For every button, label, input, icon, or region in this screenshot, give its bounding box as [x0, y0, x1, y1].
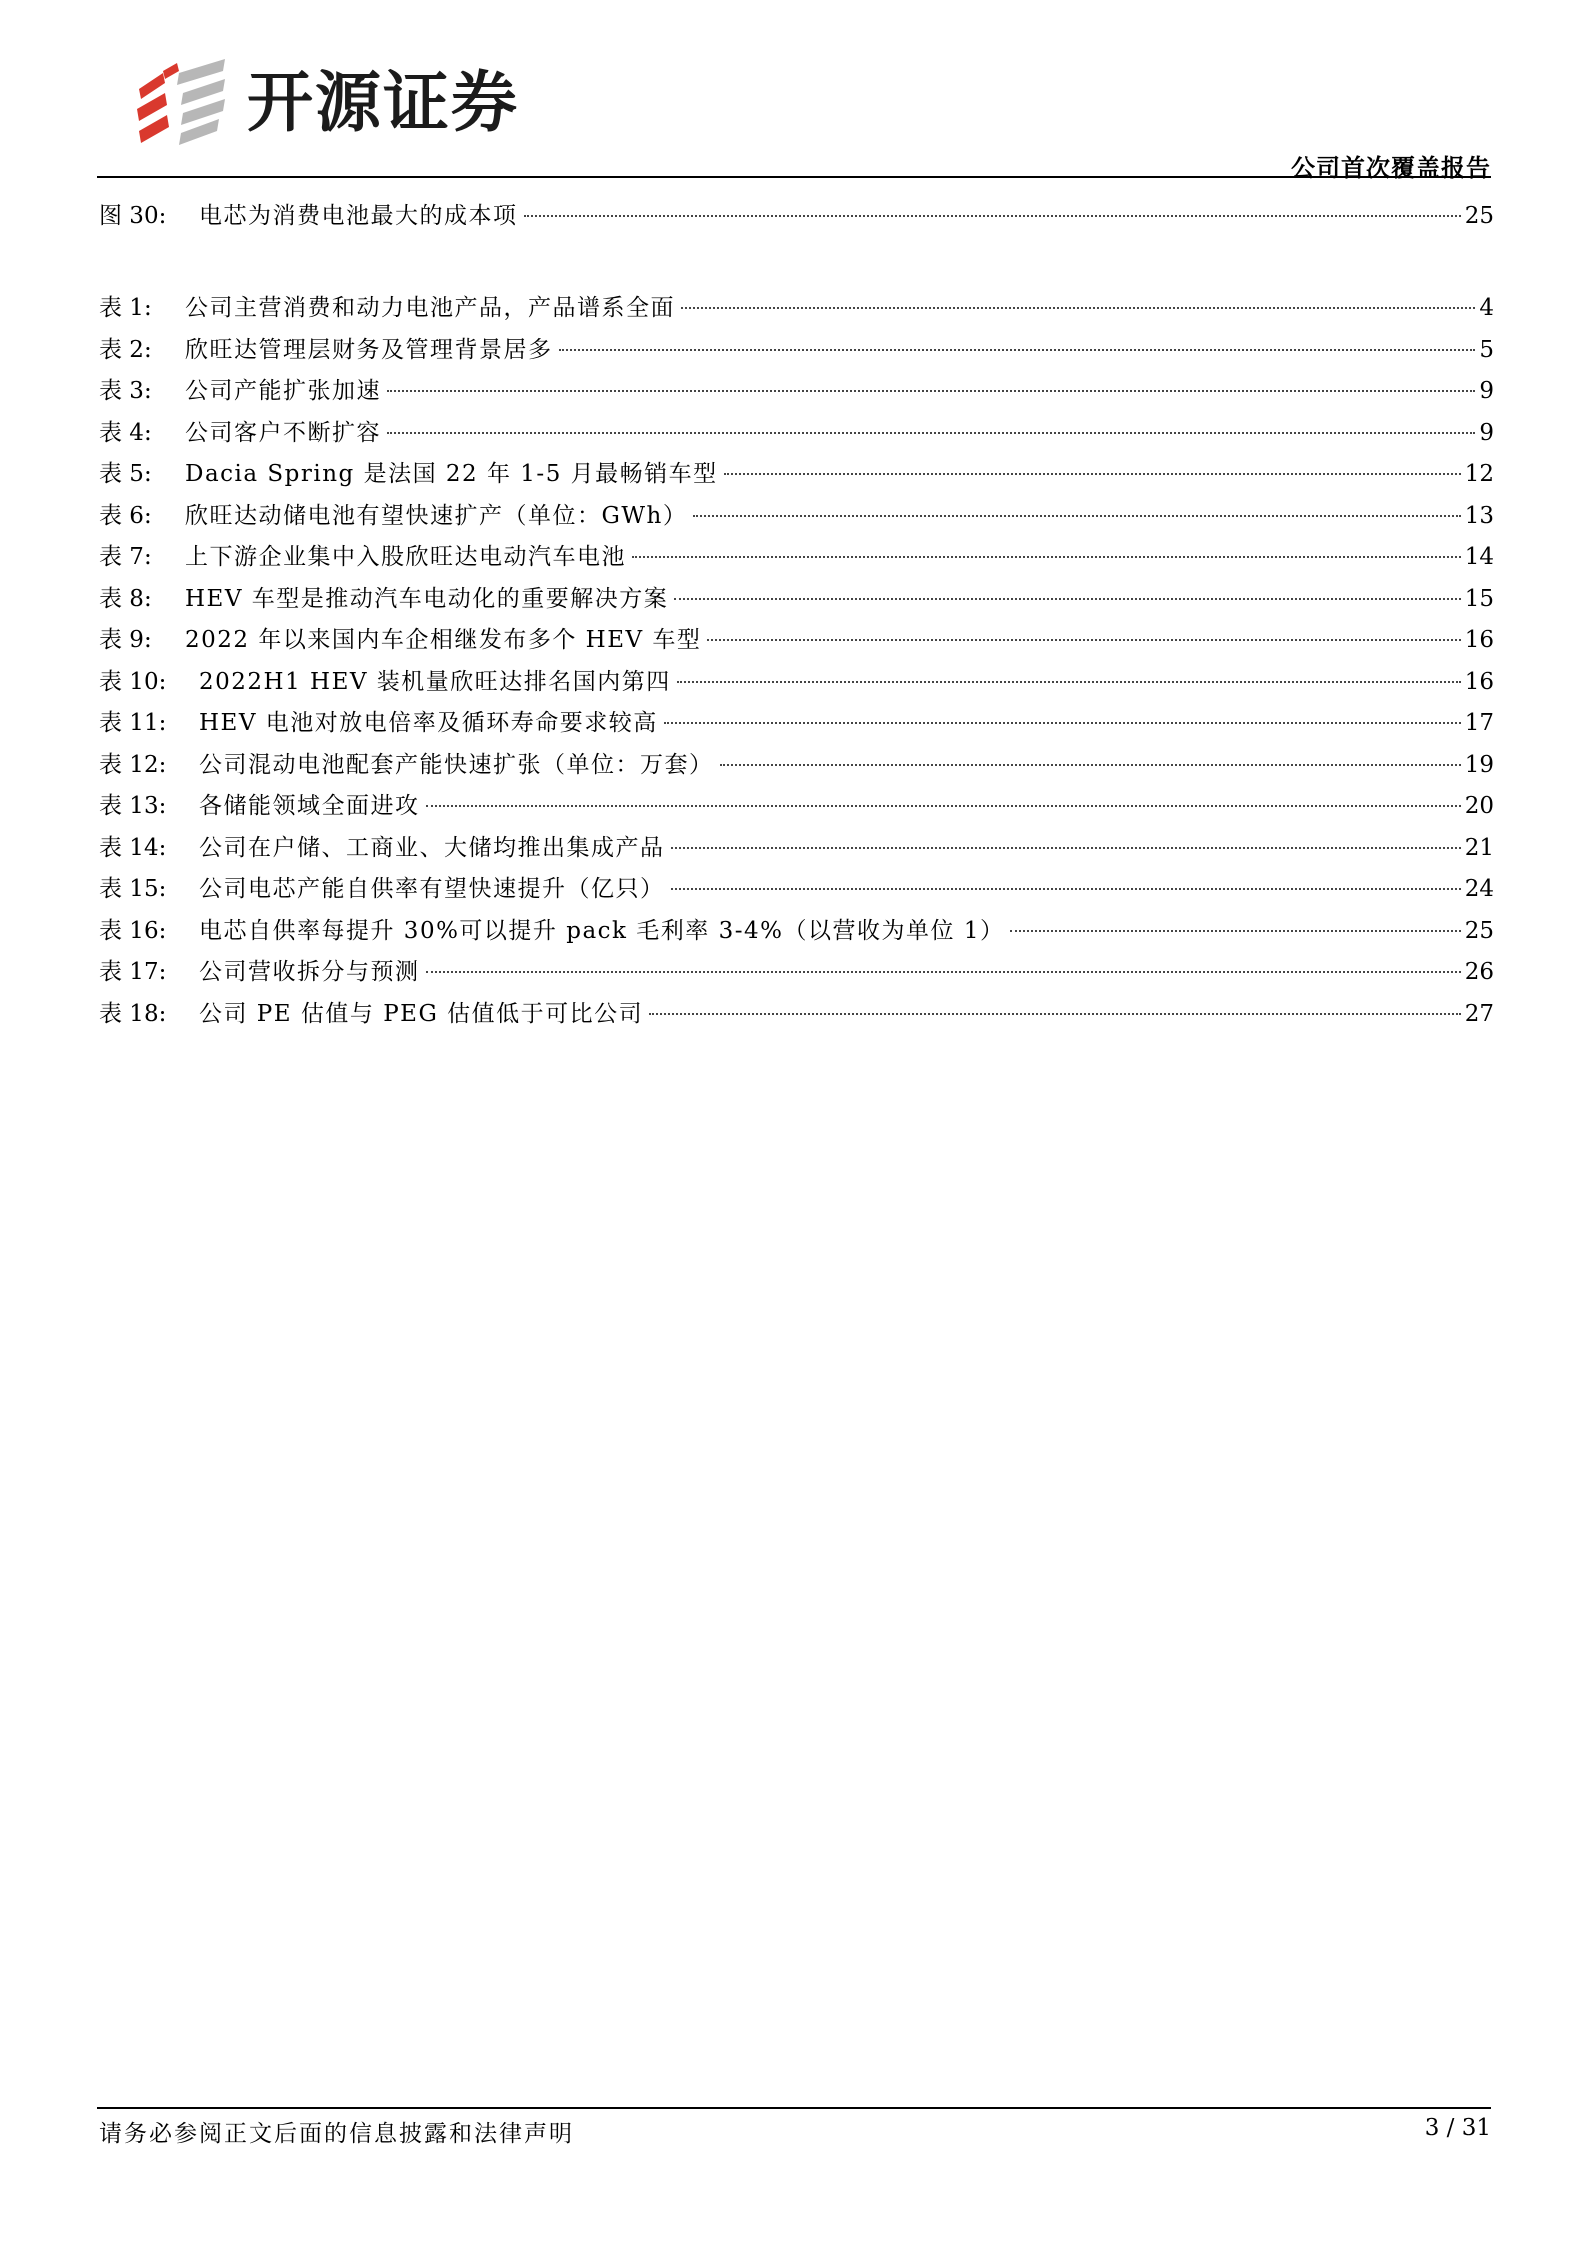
table-toc-row[interactable] [99, 911, 1494, 953]
toc-entry-title: 公司客户不断扩容 [185, 419, 381, 446]
toc-dot-leader [632, 556, 1461, 558]
toc-entry-page: 12 [1464, 461, 1494, 487]
table-toc-row[interactable] [99, 703, 1494, 745]
toc-entry-page: 4 [1479, 295, 1494, 321]
toc-entry-title: 各储能领域全面进攻 [199, 793, 420, 819]
toc-dot-leader [681, 307, 1475, 309]
table-toc-row[interactable] [99, 537, 1494, 579]
toc-entry-page: 27 [1464, 1000, 1494, 1027]
page-total: 31 [1461, 2115, 1491, 2141]
company-logo [133, 55, 563, 150]
table-toc-row[interactable] [99, 496, 1494, 538]
brand-mark-icon [133, 59, 233, 147]
toc-entry-page: 14 [1464, 544, 1494, 570]
table-toc-row[interactable] [99, 952, 1494, 994]
toc-entry-title: 公司产能扩张加速 [185, 378, 381, 404]
toc-entry-title: HEV 车型是推动汽车电动化的重要解决方案 [185, 585, 669, 612]
toc-dot-leader [559, 349, 1476, 351]
toc-entry-label: 图 30: [99, 203, 167, 229]
toc-dot-leader [671, 888, 1461, 890]
table-toc-row[interactable] [99, 579, 1494, 621]
table-toc-row[interactable] [99, 371, 1494, 413]
toc-entry-title: 上下游企业集中入股欣旺达电动汽车电池 [185, 544, 626, 570]
toc-entry-label: 表 7: [99, 544, 152, 570]
table-toc-row[interactable] [99, 413, 1494, 455]
toc-entry-page: 25 [1464, 917, 1494, 944]
page-separator: / [1446, 2115, 1455, 2141]
toc-entry-title: 公司主营消费和动力电池产品，产品谱系全面 [185, 295, 675, 321]
toc-entry-label: 表 5: [99, 461, 152, 487]
toc-entry-label: 表 4: [99, 419, 152, 446]
footer-divider [97, 2107, 1491, 2109]
toc-entry-title: 欣旺达动储电池有望快速扩产（单位：GWh） [185, 502, 688, 529]
toc-entry-page: 20 [1464, 793, 1494, 819]
toc-dot-leader [677, 681, 1461, 683]
toc-entry-title: 公司 PE 估值与 PEG 估值低于可比公司 [199, 1000, 644, 1027]
table-toc-row[interactable] [99, 454, 1494, 496]
toc-entry-page: 24 [1464, 876, 1494, 902]
toc-entry-title: 电芯自供率每提升 30%可以提升 pack 毛利率 3-4%（以营收为单位 1） [199, 917, 1005, 944]
figure-list [99, 196, 1494, 238]
toc-entry-page: 21 [1464, 834, 1494, 861]
toc-dot-leader [693, 515, 1460, 517]
table-toc-row[interactable] [99, 330, 1494, 372]
toc-dot-leader [707, 639, 1460, 641]
toc-entry-label: 表 10: [99, 668, 167, 695]
toc-entry-page: 13 [1464, 502, 1494, 529]
toc-entry-title: Dacia Spring 是法国 22 年 1-5 月最畅销车型 [185, 461, 718, 487]
toc-entry-label: 表 9: [99, 627, 152, 653]
toc-entry-title: 2022 年以来国内车企相继发布多个 HEV 车型 [185, 627, 702, 653]
toc-entry-page: 17 [1464, 710, 1494, 736]
table-toc-row[interactable] [99, 828, 1494, 870]
toc-entry-page: 16 [1464, 627, 1494, 653]
page-number [1425, 2115, 1491, 2141]
toc-entry-title: 公司电芯产能自供率有望快速提升（亿只） [199, 876, 665, 902]
toc-entry-label: 表 6: [99, 502, 152, 529]
toc-entry-title: HEV 电池对放电倍率及循环寿命要求较高 [199, 710, 658, 736]
toc-entry-label: 表 12: [99, 751, 167, 778]
page-current: 3 [1424, 2115, 1440, 2141]
header-divider [97, 176, 1491, 178]
toc-entry-title: 公司营收拆分与预测 [199, 959, 420, 985]
toc-entry-label: 表 16: [99, 917, 167, 944]
table-toc-row[interactable] [99, 994, 1494, 1036]
toc-entry-page: 5 [1479, 336, 1494, 363]
toc-entry-page: 25 [1464, 203, 1494, 229]
toc-entry-page: 26 [1464, 959, 1494, 985]
toc-entry-label: 表 1: [99, 295, 152, 321]
toc-entry-label: 表 14: [99, 834, 167, 861]
toc-dot-leader [426, 971, 1461, 973]
table-toc-row[interactable] [99, 869, 1494, 911]
toc-entry-title: 欣旺达管理层财务及管理背景居多 [185, 336, 553, 363]
toc-entry-label: 表 11: [99, 710, 167, 736]
toc-entry-title: 2022H1 HEV 装机量欣旺达排名国内第四 [199, 668, 671, 695]
report-type-label: 公司首次覆盖报告 [1291, 154, 1491, 182]
table-toc-row[interactable] [99, 288, 1494, 330]
toc-entry-label: 表 18: [99, 1000, 167, 1027]
company-name: 开源证券 [247, 63, 519, 141]
toc-entry-label: 表 8: [99, 585, 152, 612]
toc-dot-leader [1010, 930, 1460, 932]
toc-entry-page: 15 [1464, 585, 1494, 612]
toc-dot-leader [387, 432, 1475, 434]
toc-entry-page: 16 [1464, 668, 1494, 695]
toc-entry-title: 公司在户储、工商业、大储均推出集成产品 [199, 834, 665, 861]
table-toc-row[interactable] [99, 662, 1494, 704]
toc-dot-leader [720, 764, 1461, 766]
toc-dot-leader [426, 805, 1461, 807]
toc-dot-leader [724, 473, 1461, 475]
toc-entry-page: 9 [1479, 378, 1494, 404]
table-toc-row[interactable] [99, 745, 1494, 787]
toc-entry-label: 表 3: [99, 378, 152, 404]
toc-entry-label: 表 2: [99, 336, 152, 363]
table-list [99, 288, 1494, 1035]
toc-dot-leader [524, 215, 1461, 217]
toc-dot-leader [664, 722, 1461, 724]
toc-entry-label: 表 17: [99, 959, 167, 985]
toc-entry-label: 表 13: [99, 793, 167, 819]
toc-dot-leader [649, 1013, 1461, 1015]
toc-dot-leader [671, 847, 1461, 849]
figure-toc-row[interactable] [99, 196, 1494, 238]
toc-dot-leader [387, 390, 1475, 392]
table-toc-row[interactable] [99, 620, 1494, 662]
toc-dot-leader [674, 598, 1460, 600]
toc-entry-label: 表 15: [99, 876, 167, 902]
toc-entry-title: 公司混动电池配套产能快速扩张（单位：万套） [199, 751, 714, 778]
disclaimer-note: 请务必参阅正文后面的信息披露和法律声明 [99, 2121, 574, 2147]
toc-entry-page: 19 [1464, 751, 1494, 778]
table-toc-row[interactable] [99, 786, 1494, 828]
toc-entry-page: 9 [1479, 419, 1494, 446]
toc-entry-title: 电芯为消费电池最大的成本项 [199, 203, 518, 229]
